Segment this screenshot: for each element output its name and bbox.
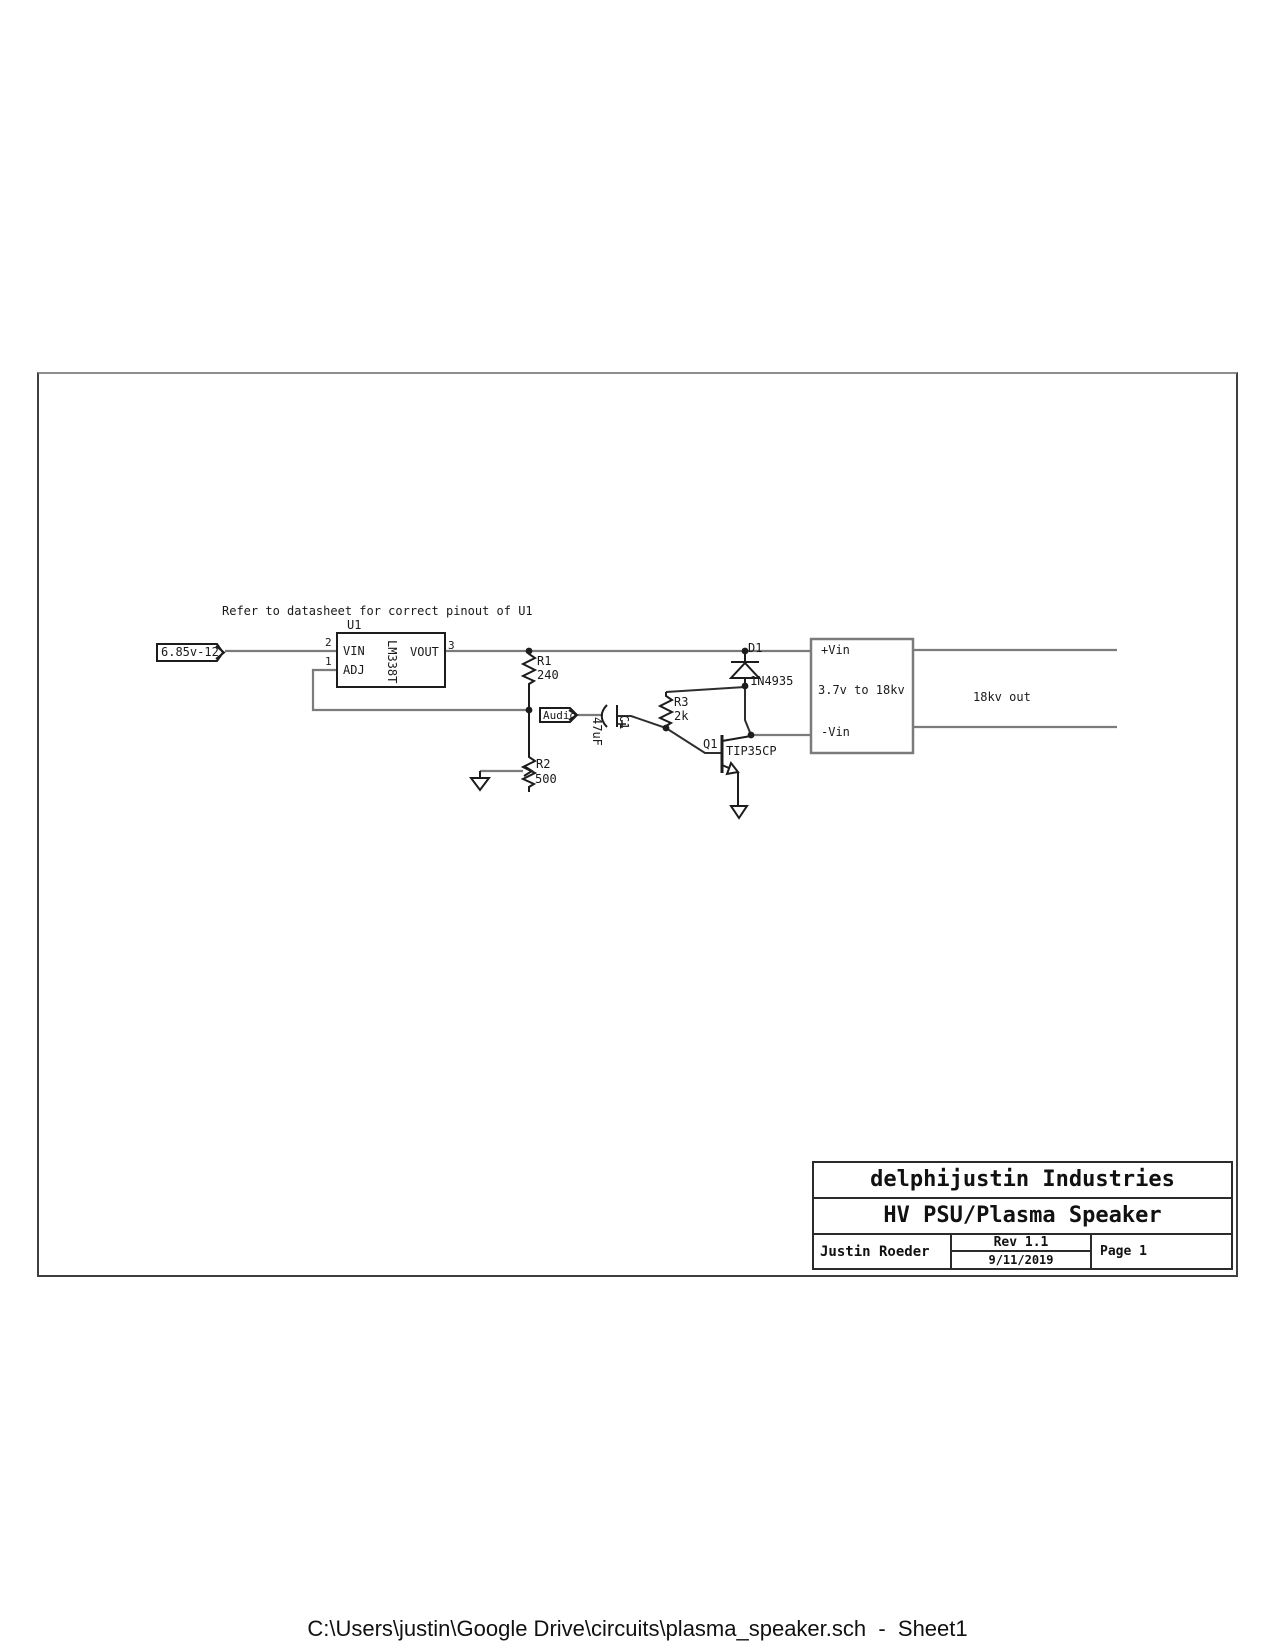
title-block-author: Justin Roeder: [814, 1235, 952, 1268]
r3-value-label: 2k: [674, 709, 689, 723]
c1-refdes-label: C1: [617, 715, 632, 730]
title-block-rev-date: [952, 1235, 1092, 1268]
r3-symbol: [660, 692, 672, 728]
wire-d1-to-collector: [745, 686, 751, 735]
hv-module-vin-pos-label: +Vin: [821, 643, 850, 657]
r3-refdes-label: R3: [674, 695, 689, 709]
r2-symbol: [523, 710, 535, 792]
title-block-page-number: Page 1: [1100, 1244, 1147, 1259]
r2-refdes-label: R2: [536, 757, 551, 771]
r1-value-label: 240: [537, 668, 559, 682]
u1-pin-vin-label: VIN: [343, 644, 365, 658]
title-block-revision: Rev 1.1: [952, 1235, 1090, 1252]
ground-symbol-r2: [471, 771, 489, 790]
u1-pin-adj-label: ADJ: [343, 663, 365, 677]
d1-value-label: 1N4935: [750, 674, 794, 688]
title-block-date: 9/11/2019: [988, 1253, 1054, 1267]
junction-dots: [526, 648, 755, 739]
u1-part-label: LM338T: [385, 640, 400, 684]
u1-refdes-label: U1: [347, 618, 362, 632]
footer-file-path: C:\Users\justin\Google Drive\circuits\plasma_speaker.sch - Sheet1: [307, 1616, 968, 1641]
audio-connector-label: Audio: [543, 709, 577, 722]
q1-refdes-label: Q1: [703, 737, 718, 751]
symbols: [157, 633, 913, 818]
hv-module-range-label: 3.7v to 18kv: [818, 683, 905, 697]
output-label: 18kv out: [973, 690, 1031, 704]
u1-pin2-number: 2: [325, 636, 332, 649]
u1-pin1-number: 1: [325, 655, 332, 668]
u1-pin-vout-label: VOUT: [410, 645, 439, 659]
r1-symbol: [523, 651, 535, 710]
ground-symbol-q1: [731, 806, 747, 818]
d1-refdes-label: D1: [748, 641, 763, 655]
r1-refdes-label: R1: [537, 654, 552, 668]
title-block-title: HV PSU/Plasma Speaker: [814, 1199, 1231, 1235]
hv-module-vin-neg-label: -Vin: [821, 725, 850, 739]
title-block-company: delphijustin Industries: [814, 1163, 1231, 1199]
u1-pin3-number: 3: [448, 639, 455, 652]
r2-value-label: 500: [535, 772, 557, 786]
input-connector-label: 6.85v-12: [161, 645, 219, 659]
q1-value-label: TIP35CP: [726, 744, 777, 758]
wire-r3-to-d1: [666, 687, 745, 692]
c1-value-label: 47uF: [590, 717, 605, 746]
title-block: [812, 1161, 1233, 1270]
pinout-note: Refer to datasheet for correct pinout of U1: [222, 604, 533, 618]
